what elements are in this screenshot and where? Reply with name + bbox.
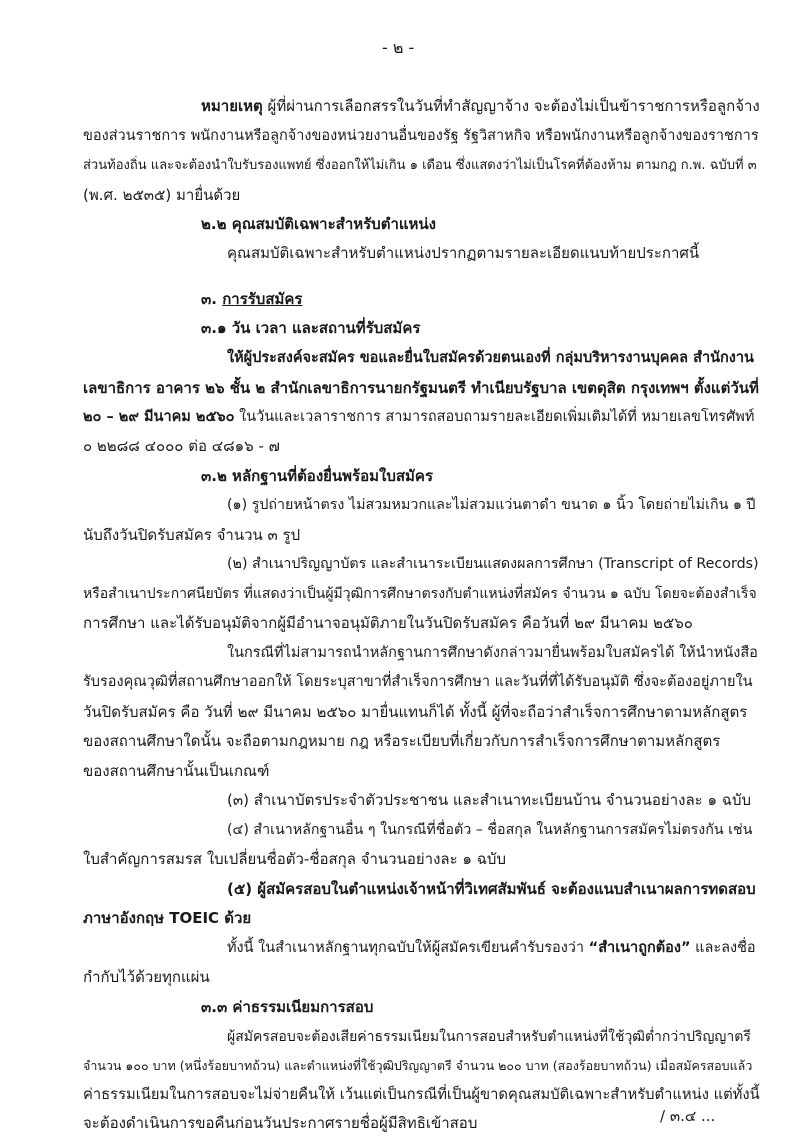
section-3-heading xyxy=(201,289,302,309)
item-3: (๓) สำเนาบัตรประจำตัวประชาชน และสำเนาทะเบียนบ้าน จำนวนอย่างละ ๑ ฉบับ xyxy=(227,791,752,809)
item-2-line-1: (๒) สำเนาปริญญาบัตร และสำเนาระเบียนแสดงผลการศึกษา (Transcript of Records) xyxy=(227,556,759,572)
certify-pre: ทั้งนี้ ในสำเนาหลักฐานทุกฉบับให้ผู้สมัครเขียนคำรับรองว่า xyxy=(227,940,589,956)
fee-line-4: จะต้องดำเนินการขอคืนก่อนวันประกาศรายชื่อผู้มีสิทธิเข้าสอบ xyxy=(83,1114,478,1132)
certify-post: และลงชื่อ xyxy=(690,940,756,956)
case-line-2: รับรองคุณวุฒิที่สถานศึกษาออกให้ โดยระบุสาขาที่สำเร็จการศึกษา และวันที่ที่ได้รับอนุมัติ ซึ่งจะต้องอยู่ภายใน xyxy=(83,674,753,690)
note-line-4: (พ.ศ. ๒๕๓๕) มายื่นด้วย xyxy=(83,186,241,204)
certify-line-2: กำกับไว้ด้วยทุกแผ่น xyxy=(83,968,210,986)
section-3-1-line-2: เลขาธิการ อาคาร ๒๖ ชั้น ๒ สำนักเลขาธิการนายกรัฐมนตรี ทำเนียบรัฐบาล เขตดุสิต กรุงเทพฯ ตั้งแต่วันที่ xyxy=(83,379,759,397)
note-line-1 xyxy=(201,96,760,116)
section-3-2-heading: ๓.๒ หลักฐานที่ต้องยื่นพร้อมใบสมัคร xyxy=(201,467,434,485)
note-line-3: ส่วนท้องถิ่น และจะต้องนำใบรับรองแพทย์ ซึ่งออกให้ไม่เกิน ๑ เดือน ซึ่งแสดงว่าไม่เป็นโรคที่ต้องห้าม ตามกฎ ก.พ. ฉบับที่ ๓ xyxy=(83,158,757,173)
item-2-line-3: การศึกษา และได้รับอนุมัติจากผู้มีอำนาจอนุมัติภายในวันปิดรับสมัคร คือวันที่ ๒๙ มีนาคม ๒๕๖๐ xyxy=(83,614,693,632)
section-3-title: การรับสมัคร xyxy=(222,290,303,308)
section-3-1-line-3 xyxy=(83,407,754,427)
page-number: - ๒ - xyxy=(382,38,415,57)
item-2-line-2: หรือสำเนาประกาศนียบัตร ที่แสดงว่าเป็นผู้มีวุฒิการศึกษาตรงกับตำแหน่งที่สมัคร จำนวน ๑ ฉบับ โดยจะต้องสำเร็จ xyxy=(83,586,757,602)
note-text-1: ผู้ที่ผ่านการเลือกสรรในวันที่ทำสัญญาจ้าง จะต้องไม่เป็นข้าราชการหรือลูกจ้าง xyxy=(267,97,760,115)
item-4-line-1: (๔) สำเนาหลักฐานอื่น ๆ ในกรณีที่ชื่อตัว – ชื่อสกุล ในหลักฐานการสมัครไม่ตรงกัน เช่น xyxy=(227,822,753,838)
fee-line-1: ผู้สมัครสอบจะต้องเสียค่าธรรมเนียมในการสอบสำหรับตำแหน่งที่ใช้วุฒิต่ำกว่าปริญญาตรี xyxy=(227,1029,751,1045)
item-5-line-1: (๕) ผู้สมัครสอบในตำแหน่งเจ้าหน้าที่วิเทศสัมพันธ์ จะต้องแนบสำเนาผลการทดสอบ xyxy=(227,880,756,898)
section-3-1-heading: ๓.๑ วัน เวลา และสถานที่รับสมัคร xyxy=(201,319,421,337)
section-3-1-line-1: ให้ผู้ประสงค์จะสมัคร ขอและยื่นใบสมัครด้วยตนเองที่ กลุ่มบริหารงานบุคคล สำนักงาน xyxy=(227,350,754,366)
section-2-2-body: คุณสมบัติเฉพาะสำหรับตำแหน่งปรากฏตามรายละเอียดแนบท้ายประกาศนี้ xyxy=(227,244,700,262)
section-2-2-heading: ๒.๒ คุณสมบัติเฉพาะสำหรับตำแหน่ง xyxy=(201,215,437,233)
certify-line-1 xyxy=(227,938,756,958)
application-dates: ๒๐ – ๒๙ มีนาคม ๒๕๖๐ xyxy=(83,409,235,425)
item-1-line-2: นับถึงวันปิดรับสมัคร จำนวน ๓ รูป xyxy=(83,526,301,544)
section-3-number: ๓. xyxy=(201,290,217,308)
certify-quote: “สำเนาถูกต้อง” xyxy=(588,940,691,956)
case-line-4: ของสถานศึกษาใดนั้น จะถือตามกฎหมาย กฎ หรือระเบียบที่เกี่ยวกับการสำเร็จการศึกษาตามหลักสูตร xyxy=(83,732,721,750)
phone-number: ๐ ๒๒๘๘ ๔๐๐๐ ต่อ ๔๘๑๖ - ๗ xyxy=(83,437,280,455)
section-3-1-line-3-rest: ในวันและเวลาราชการ สามารถสอบถามรายละเอียดเพิ่มเติมได้ที่ หมายเลขโทรศัพท์ xyxy=(234,409,755,425)
case-line-3: วันปิดรับสมัคร คือ วันที่ ๒๙ มีนาคม ๒๕๖๐ มายื่นแทนก็ได้ ทั้งนี้ ผู้ที่จะถือว่าสำเร็จการศึกษาตามหลักสูตร xyxy=(83,703,748,721)
item-1-line-1: (๑) รูปถ่ายหน้าตรง ไม่สวมหมวกและไม่สวมแว่นตาดำ ขนาด ๑ นิ้ว โดยถ่ายไม่เกิน ๑ ปี xyxy=(227,497,756,513)
item-4-line-2: ใบสำคัญการสมรส ใบเปลี่ยนชื่อตัว-ชื่อสกุล จำนวนอย่างละ ๑ ฉบับ xyxy=(83,850,506,868)
item-5-line-2: ภาษาอังกฤษ TOEIC ด้วย xyxy=(83,909,252,927)
note-label: หมายเหตุ xyxy=(201,97,263,115)
continuation-marker: / ๓.๔ ... xyxy=(660,1107,716,1125)
case-line-1: ในกรณีที่ไม่สามารถนำหลักฐานการศึกษาดังกล่าวมายื่นพร้อมใบสมัครได้ ให้นำหนังสือ xyxy=(227,645,758,661)
case-line-5: ของสถานศึกษานั้นเป็นเกณฑ์ xyxy=(83,762,270,780)
fee-line-3: ค่าธรรมเนียมในการสอบจะไม่จ่ายคืนให้ เว้นแต่เป็นกรณีที่เป็นผู้ขาดคุณสมบัติเฉพาะสำหรับตำแหน่ง แต่ทั้งนี้ xyxy=(83,1086,760,1103)
note-line-2: ของส่วนราชการ พนักงานหรือลูกจ้างของหน่วยงานอื่นของรัฐ รัฐวิสาหกิจ หรือพนักงานหรือลูกจ้างของราชการ xyxy=(83,128,759,144)
fee-line-2: จำนวน ๑๐๐ บาท (หนึ่งร้อยบาทถ้วน) และตำแหน่งที่ใช้วุฒิปริญญาตรี จำนวน ๒๐๐ บาท (สองร้อยบาทถ้วน) เมื่อสมัครสอบแล้ว xyxy=(83,1058,753,1073)
section-3-3-heading: ๓.๓ ค่าธรรมเนียมการสอบ xyxy=(201,998,374,1016)
